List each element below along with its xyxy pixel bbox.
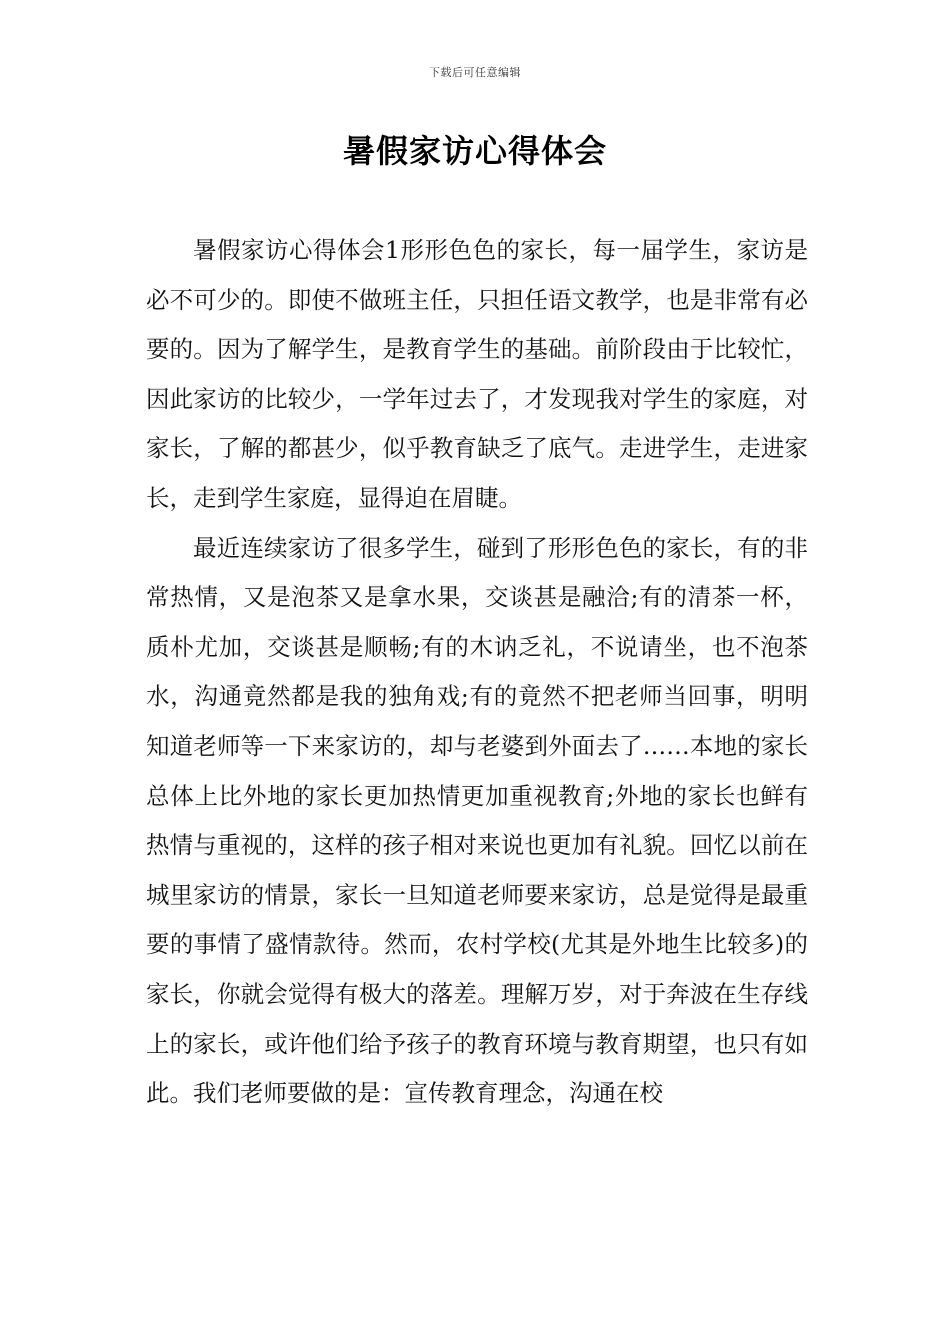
header-note: 下载后可任意编辑 [429, 66, 521, 79]
document-title: 暑假家访心得体会 [342, 132, 607, 170]
paragraph: 最近连续家访了很多学生，碰到了形形色色的家长，有的非常热情，又是泡茶又是拿水果，交谈甚是融洽;有的清茶一杯，质朴尤加，交谈甚是顺畅;有的木讷乏礼，不说请坐，也不泡茶水，沟通竟然都是我的独角戏;有的竟然不把老师当回事，明明知道老师等一下来家访的，却与老婆到外面去了……本地的家长总体上比外地的家长更加热情更加重视教育;外地的家长也鲜有热情与重视的，这样的孩子相对来说也更加有礼貌。回忆以前在城里家访的情景，家长一旦知道老师要来家访，总是觉得是最重要的事情了盛情款待。然而，农村学校(尤其是外地生比较多)的家长，你就会觉得有极大的落差。理解万岁，对于奔波在生存线上的家长，或许他们给予孩子的教育环境与教育期望，也只有如此。我们老师要做的是：宣传教育理念，沟通在校 [146, 533, 808, 1108]
document-body [146, 226, 808, 1119]
paragraph: 暑假家访心得体会1形形色色的家长，每一届学生，家访是必不可少的。即使不做班主任，只担任语文教学，也是非常有必要的。因为了解学生，是教育学生的基础。前阶段由于比较忙，因此家访的比较少，一学年过去了，才发现我对学生的家庭，对家长，了解的都甚少，似乎教育缺乏了底气。走进学生，走进家长，走到学生家庭，显得迫在眉睫。 [146, 236, 808, 512]
